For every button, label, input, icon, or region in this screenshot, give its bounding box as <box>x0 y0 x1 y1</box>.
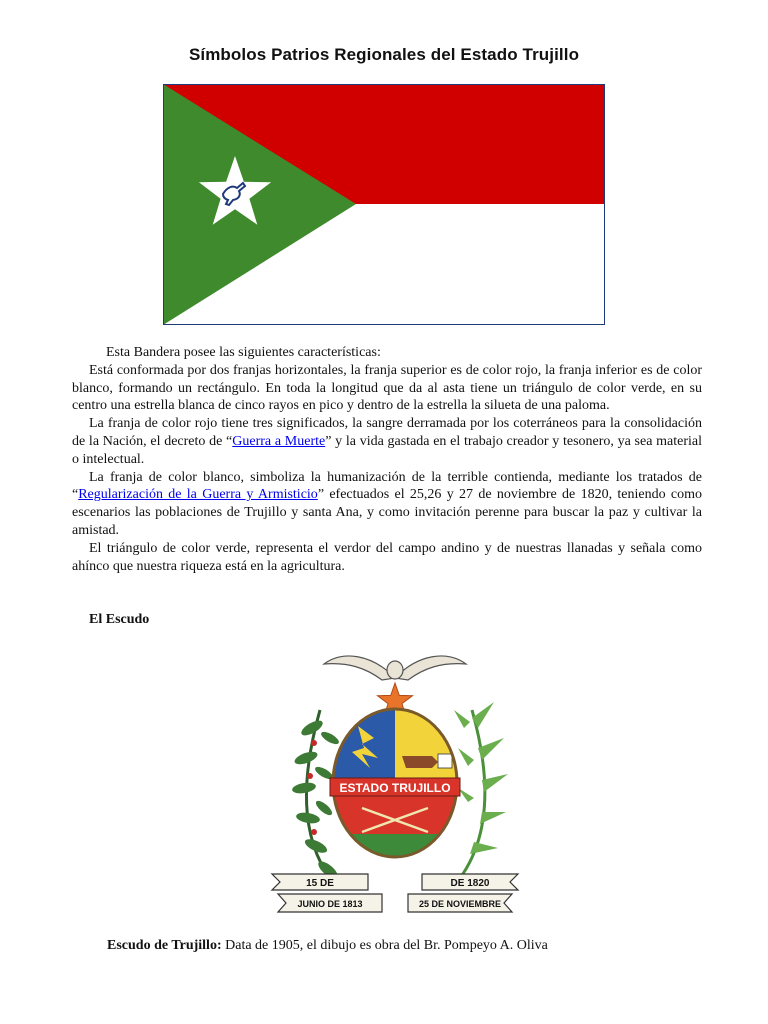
escudo-caption <box>107 938 548 954</box>
paragraph-text: ” efectuados el 25,26 y 27 de noviembre de 1820, teniendo como escenarios las poblaciones de Trujillo y santa Ana, y como invitación perenne para buscar la paz y cultivar la amistad. <box>72 487 703 538</box>
shield-red-quarter <box>332 794 458 834</box>
guerra-a-muerte-link[interactable]: Guerra a Muerte <box>232 433 326 449</box>
paragraph-structure: Está conformada por dos franjas horizontales, la franja superior es de color rojo, la franja inferior es de color blanco, formando un rectángulo. En toda la longitud que da al asta tiene un triángulo de color verde, en su centro una estrella blanca de cinco rayos en pico y dentro de la estrella la silueta de una paloma. <box>72 362 702 414</box>
paragraph-text: La franja de color rojo tiene tres significados, la sangre derramada por los coterráneos para la consolidación de la Nación, el decreto de “ <box>72 416 702 449</box>
eagle-head <box>387 661 403 679</box>
coat-of-arms <box>262 648 528 932</box>
caption-label: Escudo de Trujillo: <box>107 938 222 953</box>
trujillo-flag <box>163 84 605 325</box>
page-title: Símbolos Patrios Regionales del Estado Trujillo <box>188 45 580 64</box>
flag-description <box>72 344 702 575</box>
ribbon-right-text: DE 1820 <box>450 878 490 889</box>
ribbon-left-text: 15 DE <box>306 878 334 889</box>
regularizacion-guerra-link[interactable]: Regularización de la Guerra y Armisticio <box>78 487 318 503</box>
ribbon-bottom-left-text: JUNIO DE 1813 <box>297 899 363 909</box>
ribbon-bottom-right-text: 25 DE NOVIEMBRE <box>418 899 502 909</box>
shield-green-quarter <box>332 834 458 864</box>
caption-text: Data de 1905, el dibujo es obra del Br. Pompeyo A. Oliva <box>221 938 548 953</box>
intro-paragraph: Esta Bandera posee las siguientes características: <box>106 345 381 360</box>
escudo-heading: El Escudo <box>89 612 150 627</box>
paragraph-red-stripe <box>72 415 702 468</box>
shield-banner-text: ESTADO TRUJILLO <box>339 781 451 795</box>
paragraph-text: La franja de color blanco, simboliza la humanización de la terrible contienda, mediante los tratados de “ <box>72 469 702 503</box>
paragraph-text: ” y la vida gastada en el trabajo creador y tesonero, ya sea material o intelectual. <box>72 433 702 467</box>
paragraph-white-stripe <box>72 469 702 540</box>
paragraph-green-triangle: El triángulo de color verde, representa el verdor del campo andino y de nuestras llanadas y señala como ahínco que nuestra riqueza está en la agricultura. <box>72 540 702 574</box>
handshake-icon <box>402 756 438 768</box>
